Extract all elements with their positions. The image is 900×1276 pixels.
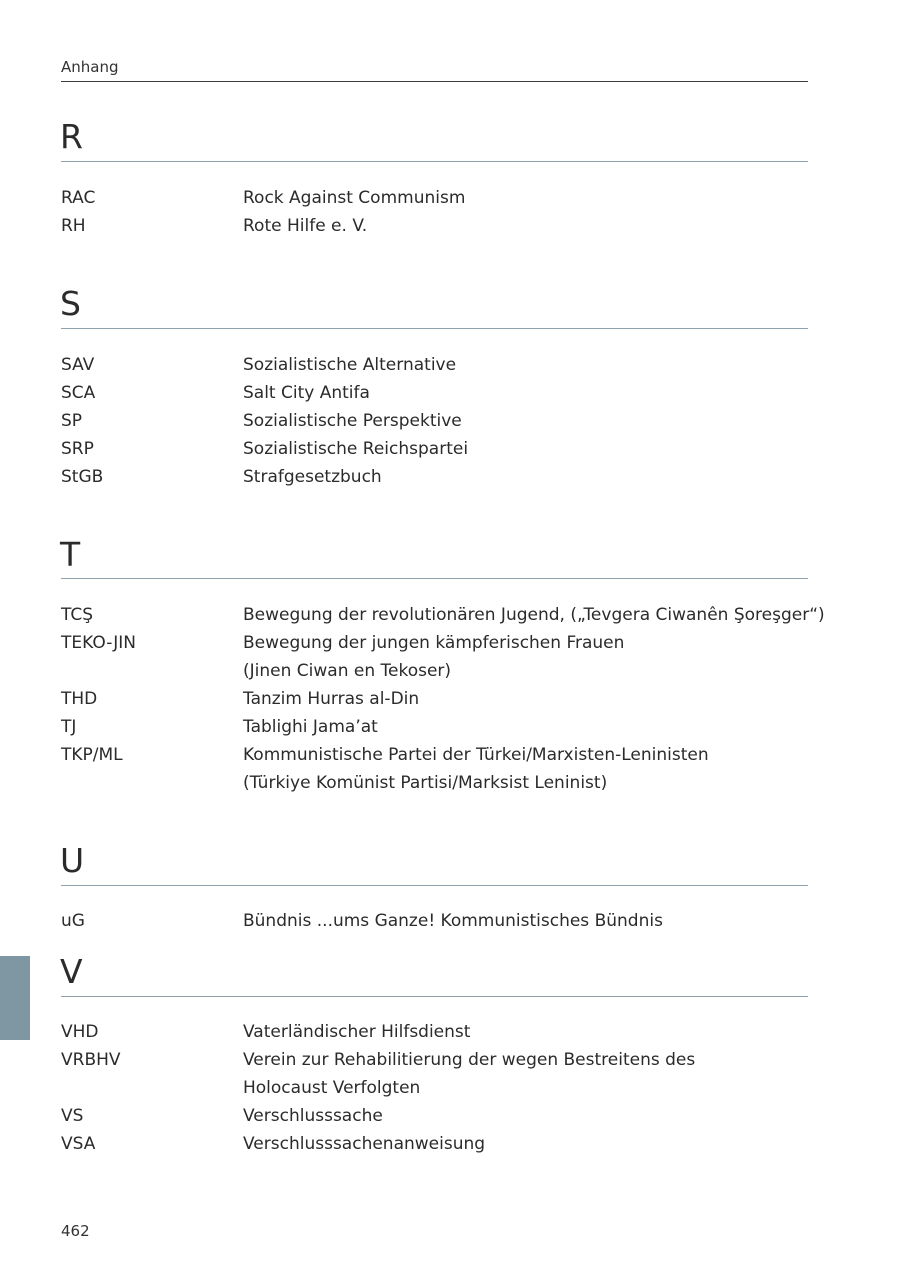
entry-abbr: uG [61, 911, 85, 931]
entry-term: Verschlusssachenanweisung [243, 1134, 486, 1154]
section-rule-r [61, 161, 808, 162]
entry-term: Strafgesetzbuch [243, 467, 382, 487]
entry-term: Bündnis ...ums Ganze! Kommunistisches Bündnis [243, 911, 663, 931]
entry-term: Vaterländischer Hilfsdienst [243, 1022, 471, 1042]
entry-abbr: VS [61, 1106, 84, 1126]
section-letter-s: S [60, 284, 81, 323]
entry-row [61, 713, 821, 741]
section-letter-r: R [60, 117, 83, 156]
entry-row-continuation [61, 657, 821, 685]
entry-term: Tablighi Jama’at [243, 717, 378, 737]
entry-abbr: SCA [61, 383, 96, 403]
running-header: Anhang [61, 58, 119, 76]
entry-abbr: TJ [61, 717, 77, 737]
entry-term: Sozialistische Reichspartei [243, 439, 469, 459]
section-letter-v: V [60, 952, 83, 991]
entry-row [61, 184, 821, 212]
entry-term: Verein zur Rehabilitierung der wegen Bestreitens des [243, 1050, 696, 1070]
entry-row [61, 212, 821, 240]
entry-abbr: VHD [61, 1022, 99, 1042]
section-rule-t [61, 578, 808, 579]
entry-row-continuation [61, 1074, 821, 1102]
entry-term: Sozialistische Alternative [243, 355, 457, 375]
section-letter-u: U [60, 841, 85, 880]
section-letter-t: T [60, 535, 81, 574]
entry-term: Sozialistische Perspektive [243, 411, 462, 431]
section-rule-v [61, 996, 808, 997]
entry-row [61, 1130, 821, 1158]
entry-row [61, 351, 821, 379]
entry-row [61, 601, 825, 629]
header-rule [61, 81, 808, 82]
entry-term-continuation: Holocaust Verfolgten [243, 1078, 421, 1098]
entries-t [61, 601, 825, 797]
entry-term: Kommunistische Partei der Türkei/Marxisten-Leninisten [243, 745, 709, 765]
entries-u [61, 907, 821, 935]
entries-v [61, 1018, 821, 1158]
chapter-side-tab [0, 956, 30, 1040]
entry-abbr: VSA [61, 1134, 96, 1154]
entry-abbr: SAV [61, 355, 95, 375]
entry-term: Rock Against Communism [243, 188, 466, 208]
entry-abbr: TKP/ML [61, 745, 123, 765]
entry-row [61, 907, 821, 935]
entry-row [61, 1018, 821, 1046]
entry-abbr: TEKO-JIN [61, 633, 137, 653]
entry-abbr: TCŞ [61, 605, 94, 625]
entry-term: Tanzim Hurras al-Din [243, 689, 420, 709]
entry-abbr: StGB [61, 467, 104, 487]
entry-row [61, 685, 821, 713]
entries-r [61, 184, 821, 240]
entry-abbr: VRBHV [61, 1050, 121, 1070]
entry-row [61, 1102, 821, 1130]
section-rule-u [61, 885, 808, 886]
entry-abbr: RH [61, 216, 86, 236]
entries-s [61, 351, 821, 491]
entry-term-continuation: (Türkiye Komünist Partisi/Marksist Leninist) [243, 773, 608, 793]
entry-row [61, 629, 821, 657]
entry-term: Salt City Antifa [243, 383, 370, 403]
entry-abbr: SP [61, 411, 83, 431]
entry-term: Verschlusssache [243, 1106, 383, 1126]
entry-row [61, 407, 821, 435]
entry-abbr: RAC [61, 188, 96, 208]
page-number: 462 [61, 1222, 90, 1240]
entry-abbr: SRP [61, 439, 94, 459]
entry-term: Bewegung der jungen kämpferischen Frauen [243, 633, 625, 653]
entry-term-continuation: (Jinen Ciwan en Tekoser) [243, 661, 452, 681]
entry-row [61, 463, 821, 491]
entry-row [61, 435, 821, 463]
entry-term: Rote Hilfe e. V. [243, 216, 368, 236]
entry-term: Bewegung der revolutionären Jugend, („Tevgera Ciwanên Şoreşger“) [243, 605, 825, 625]
section-rule-s [61, 328, 808, 329]
entry-row-continuation [61, 769, 821, 797]
entry-abbr: THD [61, 689, 98, 709]
entry-row [61, 379, 821, 407]
entry-row [61, 1046, 821, 1074]
entry-row [61, 741, 821, 769]
